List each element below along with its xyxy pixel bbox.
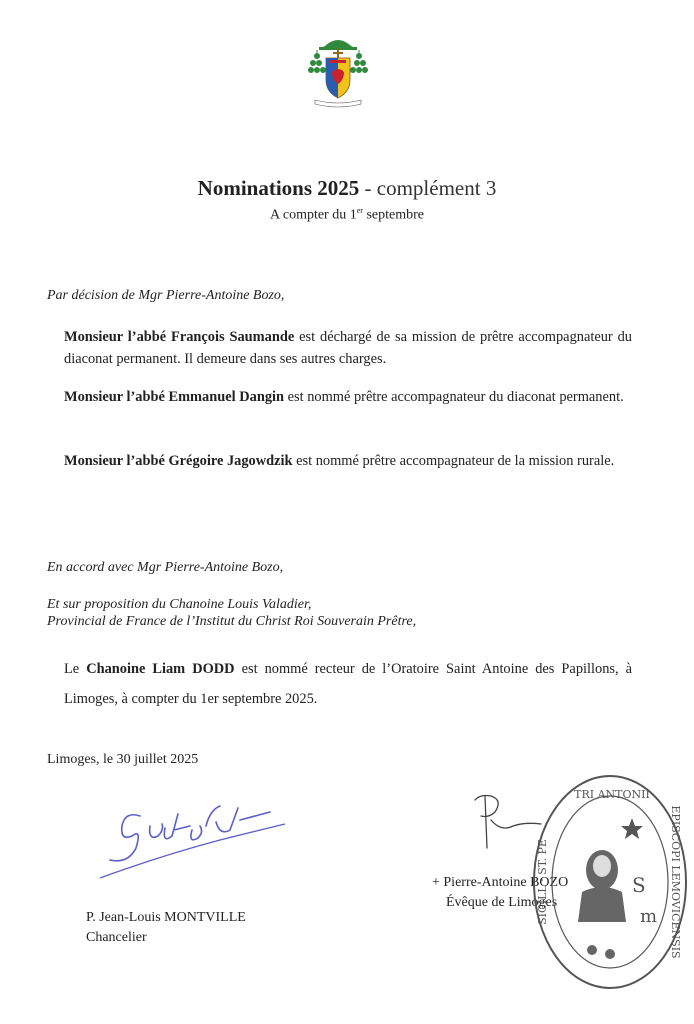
section1-intro: Par décision de Mgr Pierre-Antoine Bozo, bbox=[47, 288, 285, 303]
section2-intro: En accord avec Mgr Pierre-Antoine Bozo, bbox=[47, 560, 284, 575]
nominee-name: Monsieur l’abbé François Saumande bbox=[64, 329, 295, 345]
place-date: Limoges, le 30 juillet 2025 bbox=[47, 752, 199, 767]
title-main: Nominations 2025 bbox=[197, 176, 360, 200]
effective-date-suffix: septembre bbox=[362, 207, 424, 223]
nomination-item bbox=[64, 450, 644, 472]
diocese-coat-of-arms bbox=[303, 32, 373, 110]
bishop-name: + Pierre-Antoine BOZO bbox=[432, 875, 569, 890]
nomination-text: est déchargé de sa mission de prêtre accompagnateur du diaconat permanent. Il demeure dans ses autres charges. bbox=[64, 329, 632, 367]
proposal-line-1: Et sur proposition du Chanoine Louis Valadier, bbox=[47, 597, 312, 612]
svg-text:S: S bbox=[632, 873, 646, 897]
chancellor-signature bbox=[70, 786, 290, 886]
chancellor-block bbox=[86, 908, 246, 948]
nomination-text: est nommé prêtre accompagnateur de la mission rurale. bbox=[292, 453, 615, 469]
title-sub: - complément 3 bbox=[359, 176, 497, 200]
nominee-name: Monsieur l’abbé Emmanuel Dangin bbox=[64, 389, 285, 405]
bishop-role: Évêque de Limoges bbox=[446, 895, 558, 910]
svg-text:EPISCOPI LEMOVICENSIS: EPISCOPI LEMOVICENSIS bbox=[669, 805, 682, 959]
proposal-line-2: Provincial de France de l’Institut du Christ Roi Souverain Prêtre, bbox=[47, 614, 417, 629]
nominee-name: Monsieur l’abbé Grégoire Jagowdzik bbox=[64, 453, 293, 469]
nomination-prefix: Le bbox=[64, 661, 87, 677]
chancellor-name: P. Jean-Louis MONTVILLE bbox=[86, 910, 246, 925]
nomination-text: est nommé prêtre accompagnateur du diaconat permanent. bbox=[284, 389, 624, 405]
document-title bbox=[0, 176, 694, 201]
effective-date-prefix: A compter du 1 bbox=[270, 207, 357, 223]
nomination-item bbox=[64, 386, 632, 408]
chancellor-role: Chancelier bbox=[86, 930, 147, 945]
effective-date bbox=[0, 206, 694, 224]
effective-date-sup: er bbox=[356, 206, 363, 215]
nominee-name: Chanoine Liam DODD bbox=[86, 661, 235, 677]
svg-text:TRI ANTONII: TRI ANTONII bbox=[574, 788, 650, 801]
svg-text:SIGILL · ST. PE: SIGILL · ST. PE bbox=[536, 839, 549, 925]
nomination-item bbox=[64, 326, 632, 370]
nomination-text: est nommé recteur de l’Oratoire Saint Antoine des Papillons, à Limoges, à compter du 1er septembre 2025. bbox=[64, 661, 632, 707]
nomination-item bbox=[64, 654, 632, 714]
episcopal-seal bbox=[520, 772, 688, 994]
svg-text:m: m bbox=[640, 906, 658, 927]
